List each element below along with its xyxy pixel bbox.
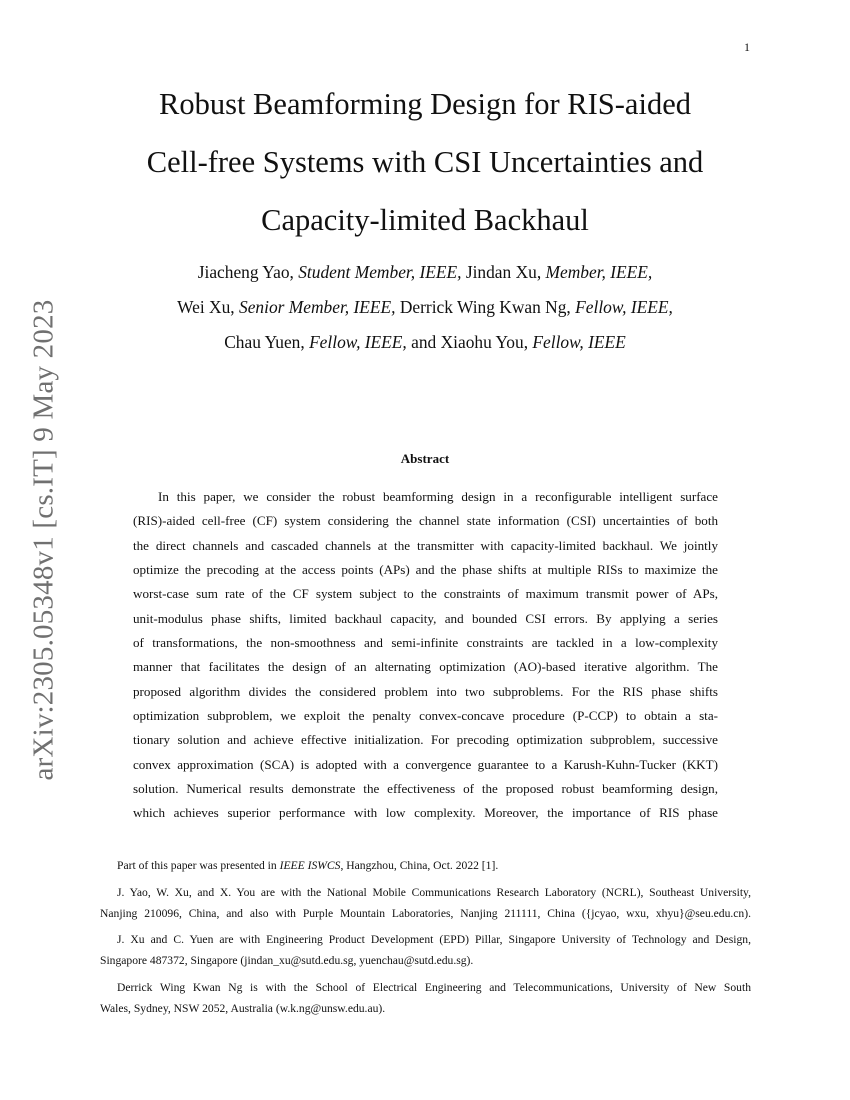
footnote-affiliation-line: Singapore 487372, Singapore (jindan_xu@sutd.edu.sg, yuenchau@sutd.edu.sg).	[100, 954, 474, 968]
title-line: Robust Beamforming Design for RIS-aided	[159, 87, 691, 121]
author-list	[100, 255, 750, 360]
author-line	[100, 325, 750, 360]
author-name: Wei Xu,	[177, 297, 235, 317]
author-name: Jiacheng Yao,	[197, 262, 294, 282]
author-name: Jindan Xu,	[465, 262, 542, 282]
abstract-line: of transformations, the non-smoothness and semi-infinite constraints are tackled in a low-complexity	[133, 635, 718, 651]
abstract-heading: Abstract	[400, 451, 450, 466]
footnote-text: , Hangzhou, China, Oct. 2022 [1].	[340, 859, 499, 872]
footnote-affiliation-line: Wales, Sydney, NSW 2052, Australia (w.k.ng@unsw.edu.au).	[100, 1001, 386, 1015]
abstract-line: manner that facilitates the design of an alternating optimization (AO)-based iterative algorithm. The	[133, 659, 718, 675]
abstract-line: unit-modulus phase shifts, limited backhaul capacity, and bounded CSI errors. By applying a series	[133, 610, 718, 626]
footnotes	[100, 856, 751, 1020]
abstract-line: convex approximation (SCA) is adopted with a convergence guarantee to a Karush-Kuhn-Tucker (KKT)	[133, 756, 718, 772]
abstract-line: proposed algorithm divides the considered problem into two subproblems. For the RIS phase shifts	[133, 683, 718, 699]
footnote-affiliation-line: Derrick Wing Kwan Ng is with the School of Electrical Engineering and Telecommunications, University of New South	[117, 980, 751, 994]
abstract-body	[133, 485, 718, 826]
author-membership: Fellow, IEEE,	[309, 332, 407, 352]
abstract-line: solution. Numerical results demonstrate the effectiveness of the proposed robust beamforming design,	[133, 781, 718, 797]
author-line	[100, 290, 750, 325]
footnote-affiliation-line: Nanjing 210096, China, and also with Purple Mountain Laboratories, Nanjing 211111, China ({jcyao, wxu, xhyu}@seu.edu.cn).	[100, 906, 751, 920]
footnote-presented	[100, 856, 751, 877]
author-membership: Member, IEEE,	[545, 262, 653, 282]
abstract-line: optimize the precoding at the access points (APs) and the phase shifts at multiple RISs to maximize the	[133, 562, 718, 578]
abstract-line: the direct channels and cascaded channels at the transmitter with capacity-limited backhaul. We jointly	[133, 537, 718, 553]
abstract-line: worst-case sum rate of the CF system subject to the constraints of maximum transmit power of APs,	[133, 586, 718, 602]
abstract-line: optimization subproblem, we exploit the penalty convex-concave procedure (P-CCP) to obtain a sta-	[133, 708, 718, 724]
author-line	[100, 255, 750, 290]
page-number: 1	[744, 40, 750, 54]
footnote-text: Part of this paper was presented in	[117, 859, 280, 872]
author-membership: Student Member, IEEE,	[298, 262, 462, 282]
title-line: Cell-free Systems with CSI Uncertainties and	[146, 145, 704, 179]
footnote-venue: IEEE ISWCS	[279, 859, 341, 872]
arxiv-identifier-stamp: arXiv:2305.05348v1 [cs.IT] 9 May 2023	[27, 299, 60, 781]
abstract-line: tionary solution and achieve effective initialization. For precoding optimization subproblem, successive	[133, 732, 718, 748]
author-membership: Fellow, IEEE,	[575, 297, 673, 317]
author-name: and Xiaohu You,	[411, 332, 529, 352]
title-line: Capacity-limited Backhaul	[261, 203, 589, 237]
footnote-affiliation-line: J. Yao, W. Xu, and X. You are with the National Mobile Communications Research Laboratory (NCRL), Southeast University,	[117, 885, 751, 899]
author-name: Chau Yuen,	[224, 332, 305, 352]
abstract-line: which achieves superior performance with low complexity. Moreover, the importance of RIS phase	[133, 805, 718, 821]
author-name: Derrick Wing Kwan Ng,	[399, 297, 571, 317]
abstract-line: (RIS)-aided cell-free (CF) system considering the channel state information (CSI) uncertainties of both	[133, 513, 718, 529]
paper-title	[100, 75, 750, 249]
author-membership: Fellow, IEEE	[532, 332, 626, 352]
abstract-line: In this paper, we consider the robust beamforming design in a reconfigurable intelligent surface	[158, 489, 718, 504]
footnote-affiliation-line: J. Xu and C. Yuen are with Engineering Product Development (EPD) Pillar, Singapore University of Technology and Design,	[117, 933, 751, 947]
author-membership: Senior Member, IEEE,	[239, 297, 396, 317]
